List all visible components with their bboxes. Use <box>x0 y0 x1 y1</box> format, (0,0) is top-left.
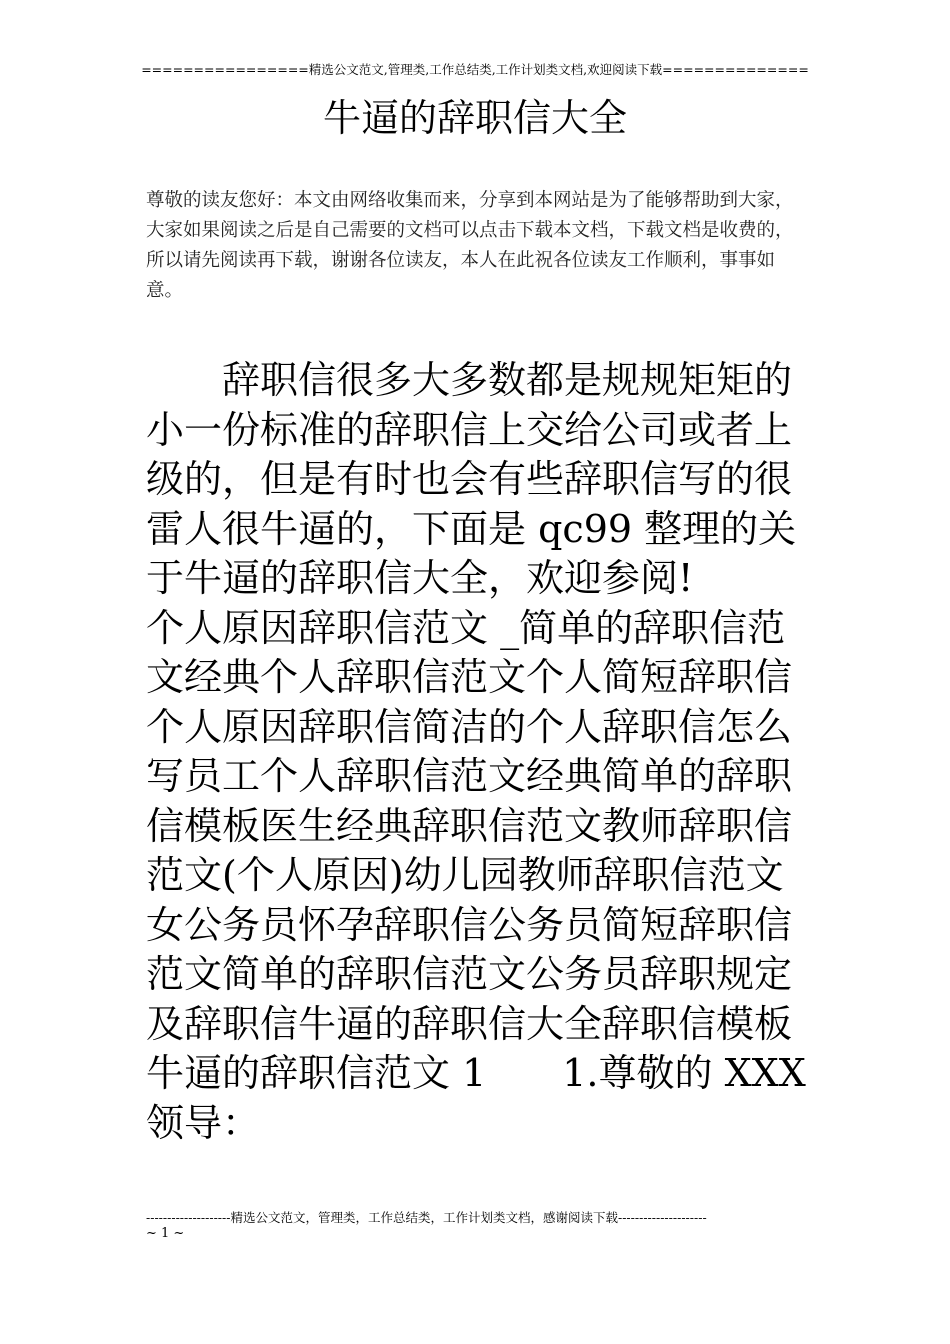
header-banner: ================精选公文范文,管理类,工作总结类,工作计划类文档,欢迎阅读下载============== <box>141 62 809 77</box>
document-body <box>146 356 810 1148</box>
reader-notice: 尊敬的读友您好：本文由网络收集而来，分享到本网站是为了能够帮助到大家，大家如果阅读之后是自己需要的文档可以点击下载本文档，下载文档是收费的，所以请先阅读再下载，谢谢各位读友，本人在此祝各位读友工作顺利，事事如意。 <box>146 190 794 301</box>
page-number: ~ 1 ~ <box>146 1226 185 1241</box>
document-title: 牛逼的辞职信大全 <box>322 96 627 140</box>
content-paragraph: 个人原因辞职信范文 _简单的辞职信范文经典个人辞职信范文个人简短辞职信个人原因辞职信简洁的个人辞职信怎么写员工个人辞职信范文经典简单的辞职信模板医生经典辞职信范文教师辞职信范文(个人原因)幼儿园教师辞职信范文女公务员怀孕辞职信公务员简短辞职信范文简单的辞职信范文公务员辞职规定及辞职信牛逼的辞职信大全辞职信模板牛逼的辞职信范文 1 1.尊敬的 XXX 领导： <box>146 605 806 1145</box>
intro-paragraph: 辞职信很多大多数都是规规矩矩的小一份标准的辞职信上交给公司或者上级的，但是有时也会有些辞职信写的很雷人很牛逼的，下面是 qc99 整理的关于牛逼的辞职信大全，欢迎参阅! <box>146 358 797 600</box>
footer-banner: --------------------精选公文范文，管理类，工作总结类，工作计划类文档，感谢阅读下载--------------------- <box>146 1210 707 1225</box>
